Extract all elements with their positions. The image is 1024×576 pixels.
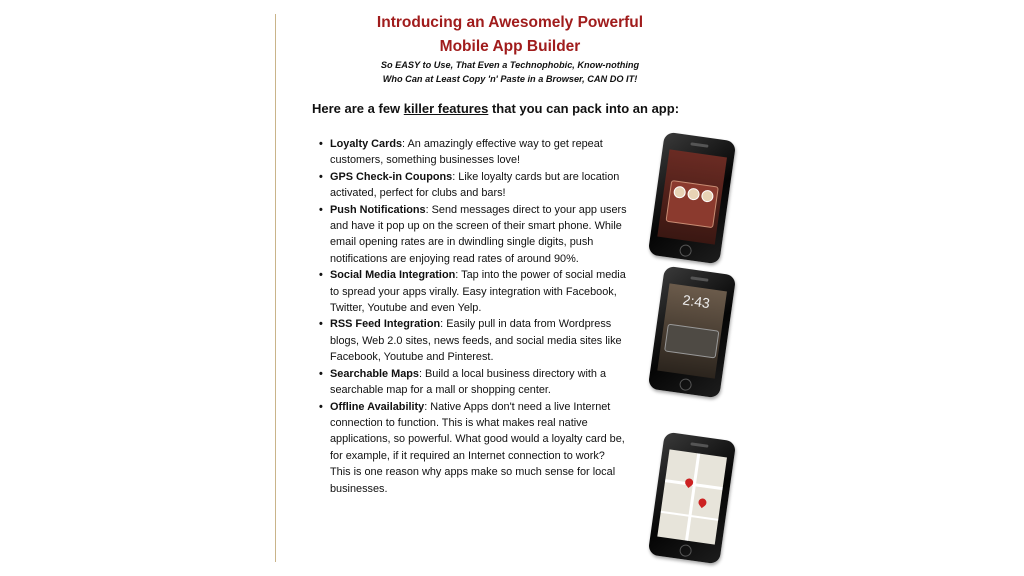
heading-suffix: that you can pack into an app: [488, 101, 680, 116]
list-item [318, 136, 628, 169]
phone-screen [657, 283, 727, 378]
stamp-dot [701, 189, 715, 203]
phone-speaker [690, 442, 708, 447]
list-item [318, 267, 628, 316]
list-item [318, 366, 628, 399]
phone-loyalty-card-image [648, 132, 737, 265]
phone-screen [657, 149, 727, 244]
notification-popup [664, 324, 719, 359]
page-divider [275, 14, 276, 562]
phone-map-image [648, 432, 737, 565]
feature-desc: : An amazingly effective way to get repeat customers, something businesses love! [330, 138, 603, 167]
subtitle-line-1: So EASY to Use, That Even a Technophobic, Know-nothing [380, 60, 640, 70]
list-item [318, 316, 628, 365]
feature-list [318, 136, 628, 497]
feature-name: Offline Availability [330, 400, 425, 413]
feature-name: GPS Check-in Coupons [330, 170, 453, 183]
heading-prefix: Here are a few [312, 101, 404, 116]
feature-desc: : Like loyalty cards but are location activated, perfect for clubs and bars! [330, 170, 620, 200]
feature-name: RSS Feed Integration [330, 318, 441, 331]
stamp-dot [673, 185, 687, 199]
feature-desc: : Build a local business directory with a searchable map for a mall or shopping center. [330, 367, 607, 397]
feature-name: Searchable Maps [330, 367, 419, 380]
feature-name: Push Notifications [330, 203, 426, 216]
subtitle-line-2: Who Can at Least Copy 'n' Paste in a Browser, CAN DO IT! [382, 74, 638, 84]
phone-home-button [679, 244, 693, 258]
feature-desc: : Send messages direct to your app users and have it pop up on the screen of their smart phone. While email opening rates are in dwindling single digits, push notifications are enjoying read rates of around 90%. [330, 203, 627, 265]
list-item [318, 202, 628, 268]
phone-screen [657, 449, 727, 544]
stamp-dot [687, 187, 701, 201]
map-road [685, 453, 700, 541]
phone-home-button [679, 544, 693, 558]
phone-speaker [690, 276, 708, 281]
heading-underlined: killer features [403, 101, 489, 116]
title-line-2: Mobile App Builder [439, 38, 581, 55]
feature-desc: : Easily pull in data from Wordpress blogs, Web 2.0 sites, news feeds, and social media sites like Facebook, Youtube and Pinterest. [330, 318, 622, 364]
feature-name: Social Media Integration [330, 269, 456, 282]
list-item [318, 399, 628, 497]
phone-speaker [690, 142, 708, 147]
feature-name: Loyalty Cards [330, 138, 403, 150]
feature-desc: : Tap into the power of social media to spread your apps virally. Easy integration with Facebook, Twitter, Youtube and even Yelp. [330, 269, 626, 315]
loyalty-card-graphic [665, 180, 718, 228]
phone-push-notification-image [648, 266, 737, 399]
map-pin-icon [697, 497, 708, 508]
features-heading [312, 100, 679, 118]
phone-lock-clock: 2:43 [681, 291, 711, 312]
feature-desc: : Native Apps don't need a live Internet connection to function. This is what makes real native applications, so powerful. What good would a loyalty card be, for example, if it required an Internet connection to work? This is one reason why apps make so much sense for local businesses. [330, 400, 625, 495]
list-item [318, 169, 628, 202]
title-line-1: Introducing an Awesomely Powerful [376, 14, 644, 31]
phone-home-button [679, 378, 693, 392]
